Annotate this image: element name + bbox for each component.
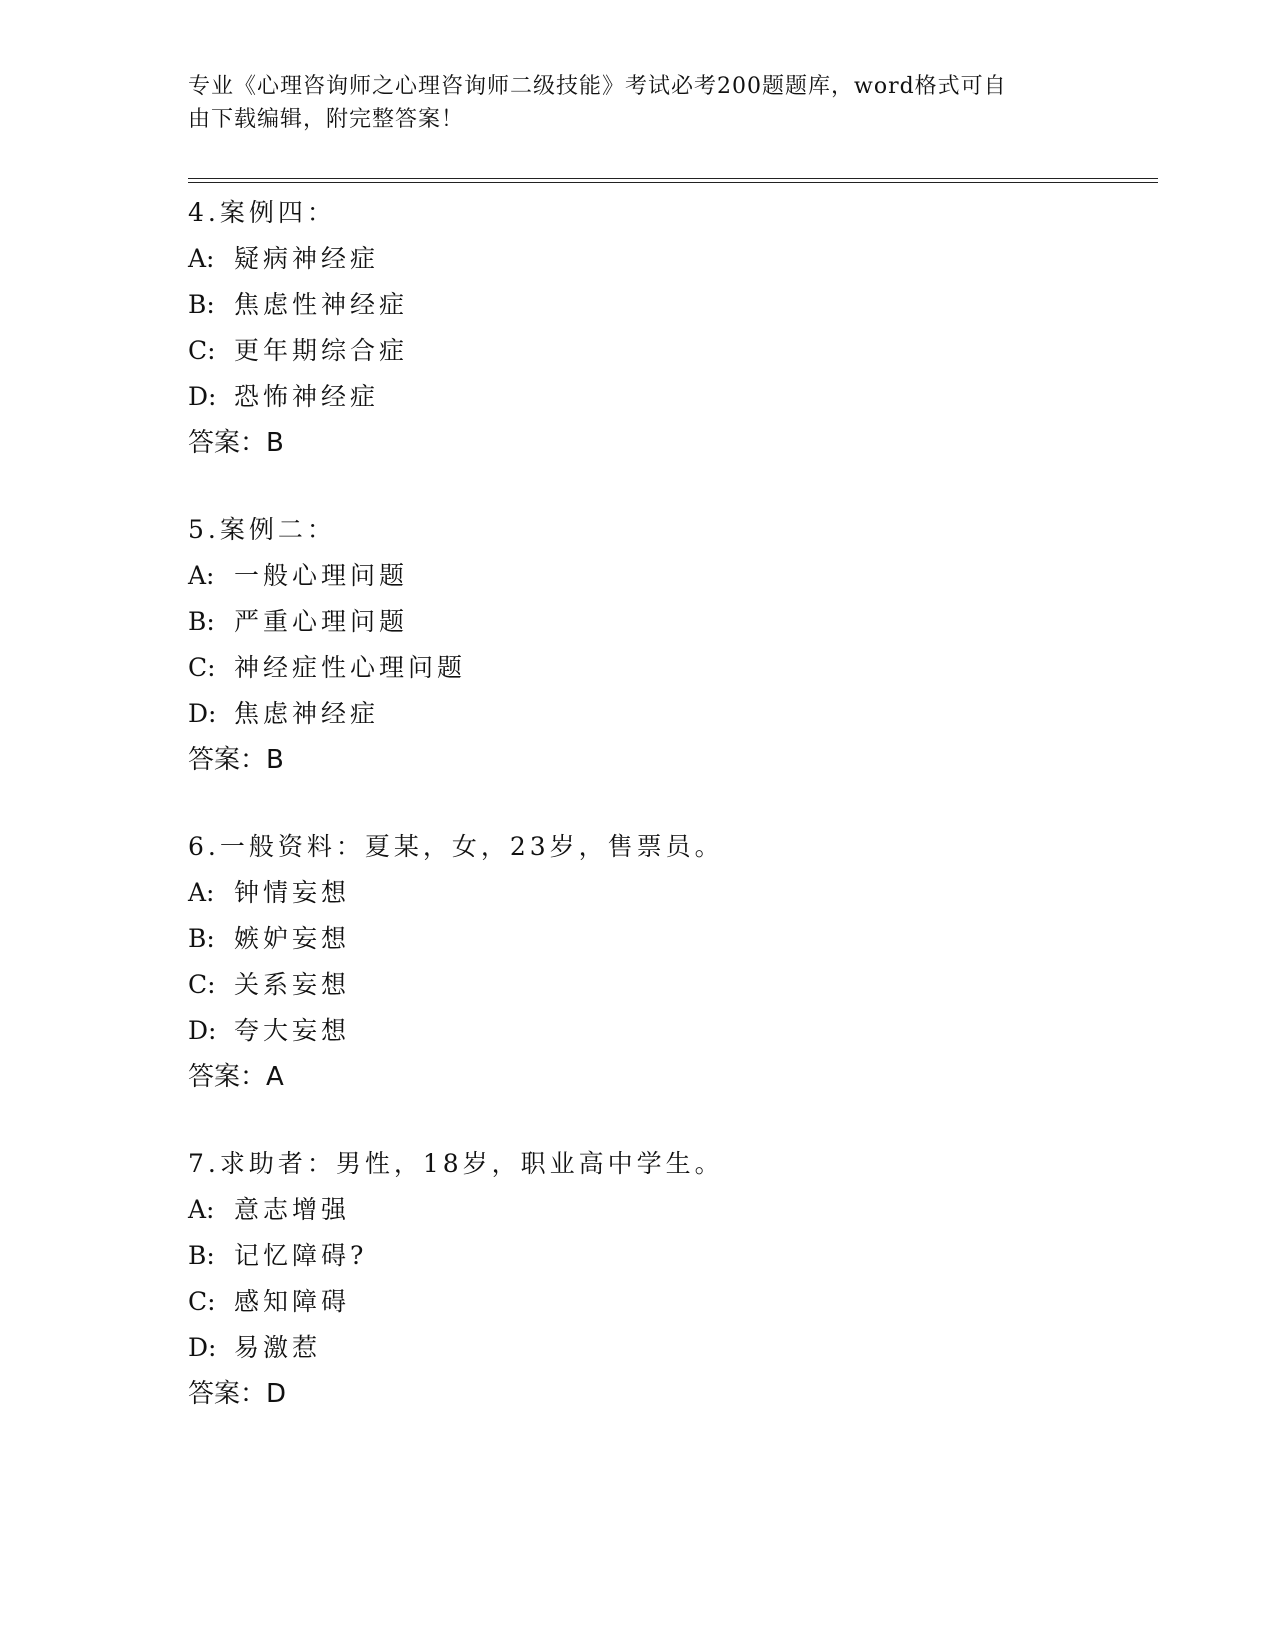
option-d bbox=[188, 374, 1158, 420]
option-label: B: bbox=[188, 607, 215, 636]
option-label: D: bbox=[188, 1016, 217, 1045]
option-text: 关系妄想 bbox=[234, 970, 351, 999]
question-stem: 6.一般资料：夏某，女，23岁，售票员。 bbox=[188, 832, 724, 861]
question-list bbox=[188, 190, 1158, 1458]
option-c bbox=[188, 962, 1158, 1008]
option-text: 意志增强 bbox=[234, 1195, 351, 1224]
option-label: A: bbox=[188, 244, 215, 273]
option-text: 恐怖神经症 bbox=[234, 382, 380, 411]
answer-line: 答案：D bbox=[188, 1379, 287, 1409]
header-line-1: 专业《心理咨询师之心理咨询师二级技能》考试必考200题题库，word格式可自 bbox=[188, 74, 1007, 99]
option-b bbox=[188, 599, 1158, 645]
question-stem: 7.求助者：男性，18岁，职业高中学生。 bbox=[188, 1149, 724, 1178]
option-label: B: bbox=[188, 290, 215, 319]
option-d bbox=[188, 1008, 1158, 1054]
option-d bbox=[188, 691, 1158, 737]
option-label: D: bbox=[188, 382, 217, 411]
option-b bbox=[188, 1233, 1158, 1279]
option-text: 焦虑性神经症 bbox=[234, 290, 409, 319]
option-label: B: bbox=[188, 924, 215, 953]
option-label: C: bbox=[188, 336, 216, 365]
header-line-2: 由下载编辑，附完整答案！ bbox=[188, 107, 465, 132]
option-text: 焦虑神经症 bbox=[234, 699, 380, 728]
option-a bbox=[188, 1187, 1158, 1233]
option-text: 记忆障碍? bbox=[234, 1241, 368, 1270]
question-stem: 4.案例四： bbox=[188, 198, 336, 227]
option-label: D: bbox=[188, 1333, 217, 1362]
option-b bbox=[188, 916, 1158, 962]
option-text: 易激惹 bbox=[234, 1333, 322, 1362]
option-text: 钟情妄想 bbox=[234, 878, 351, 907]
question-item bbox=[188, 824, 1158, 1100]
question-item bbox=[188, 1141, 1158, 1417]
option-text: 严重心理问题 bbox=[234, 607, 409, 636]
option-c bbox=[188, 328, 1158, 374]
option-label: B: bbox=[188, 1241, 215, 1270]
header-divider bbox=[188, 178, 1158, 183]
option-label: A: bbox=[188, 561, 215, 590]
document-header bbox=[188, 70, 1068, 136]
answer-line: 答案：A bbox=[188, 1062, 284, 1092]
option-a bbox=[188, 553, 1158, 599]
option-text: 嫉妒妄想 bbox=[234, 924, 351, 953]
option-text: 一般心理问题 bbox=[234, 561, 409, 590]
document-page bbox=[188, 0, 1158, 1650]
option-label: C: bbox=[188, 970, 216, 999]
option-label: C: bbox=[188, 653, 216, 682]
option-label: A: bbox=[188, 1195, 215, 1224]
option-c bbox=[188, 1279, 1158, 1325]
option-a bbox=[188, 870, 1158, 916]
option-text: 神经症性心理问题 bbox=[234, 653, 467, 682]
answer-line: 答案：B bbox=[188, 428, 284, 458]
option-text: 更年期综合症 bbox=[234, 336, 409, 365]
option-c bbox=[188, 645, 1158, 691]
option-text: 感知障碍 bbox=[234, 1287, 351, 1316]
option-b bbox=[188, 282, 1158, 328]
option-text: 夸大妄想 bbox=[234, 1016, 351, 1045]
option-label: A: bbox=[188, 878, 215, 907]
question-stem: 5.案例二： bbox=[188, 515, 336, 544]
answer-line: 答案：B bbox=[188, 745, 284, 775]
option-label: D: bbox=[188, 699, 217, 728]
option-text: 疑病神经症 bbox=[234, 244, 380, 273]
option-d bbox=[188, 1325, 1158, 1371]
question-item bbox=[188, 190, 1158, 466]
option-label: C: bbox=[188, 1287, 216, 1316]
question-item bbox=[188, 507, 1158, 783]
option-a bbox=[188, 236, 1158, 282]
